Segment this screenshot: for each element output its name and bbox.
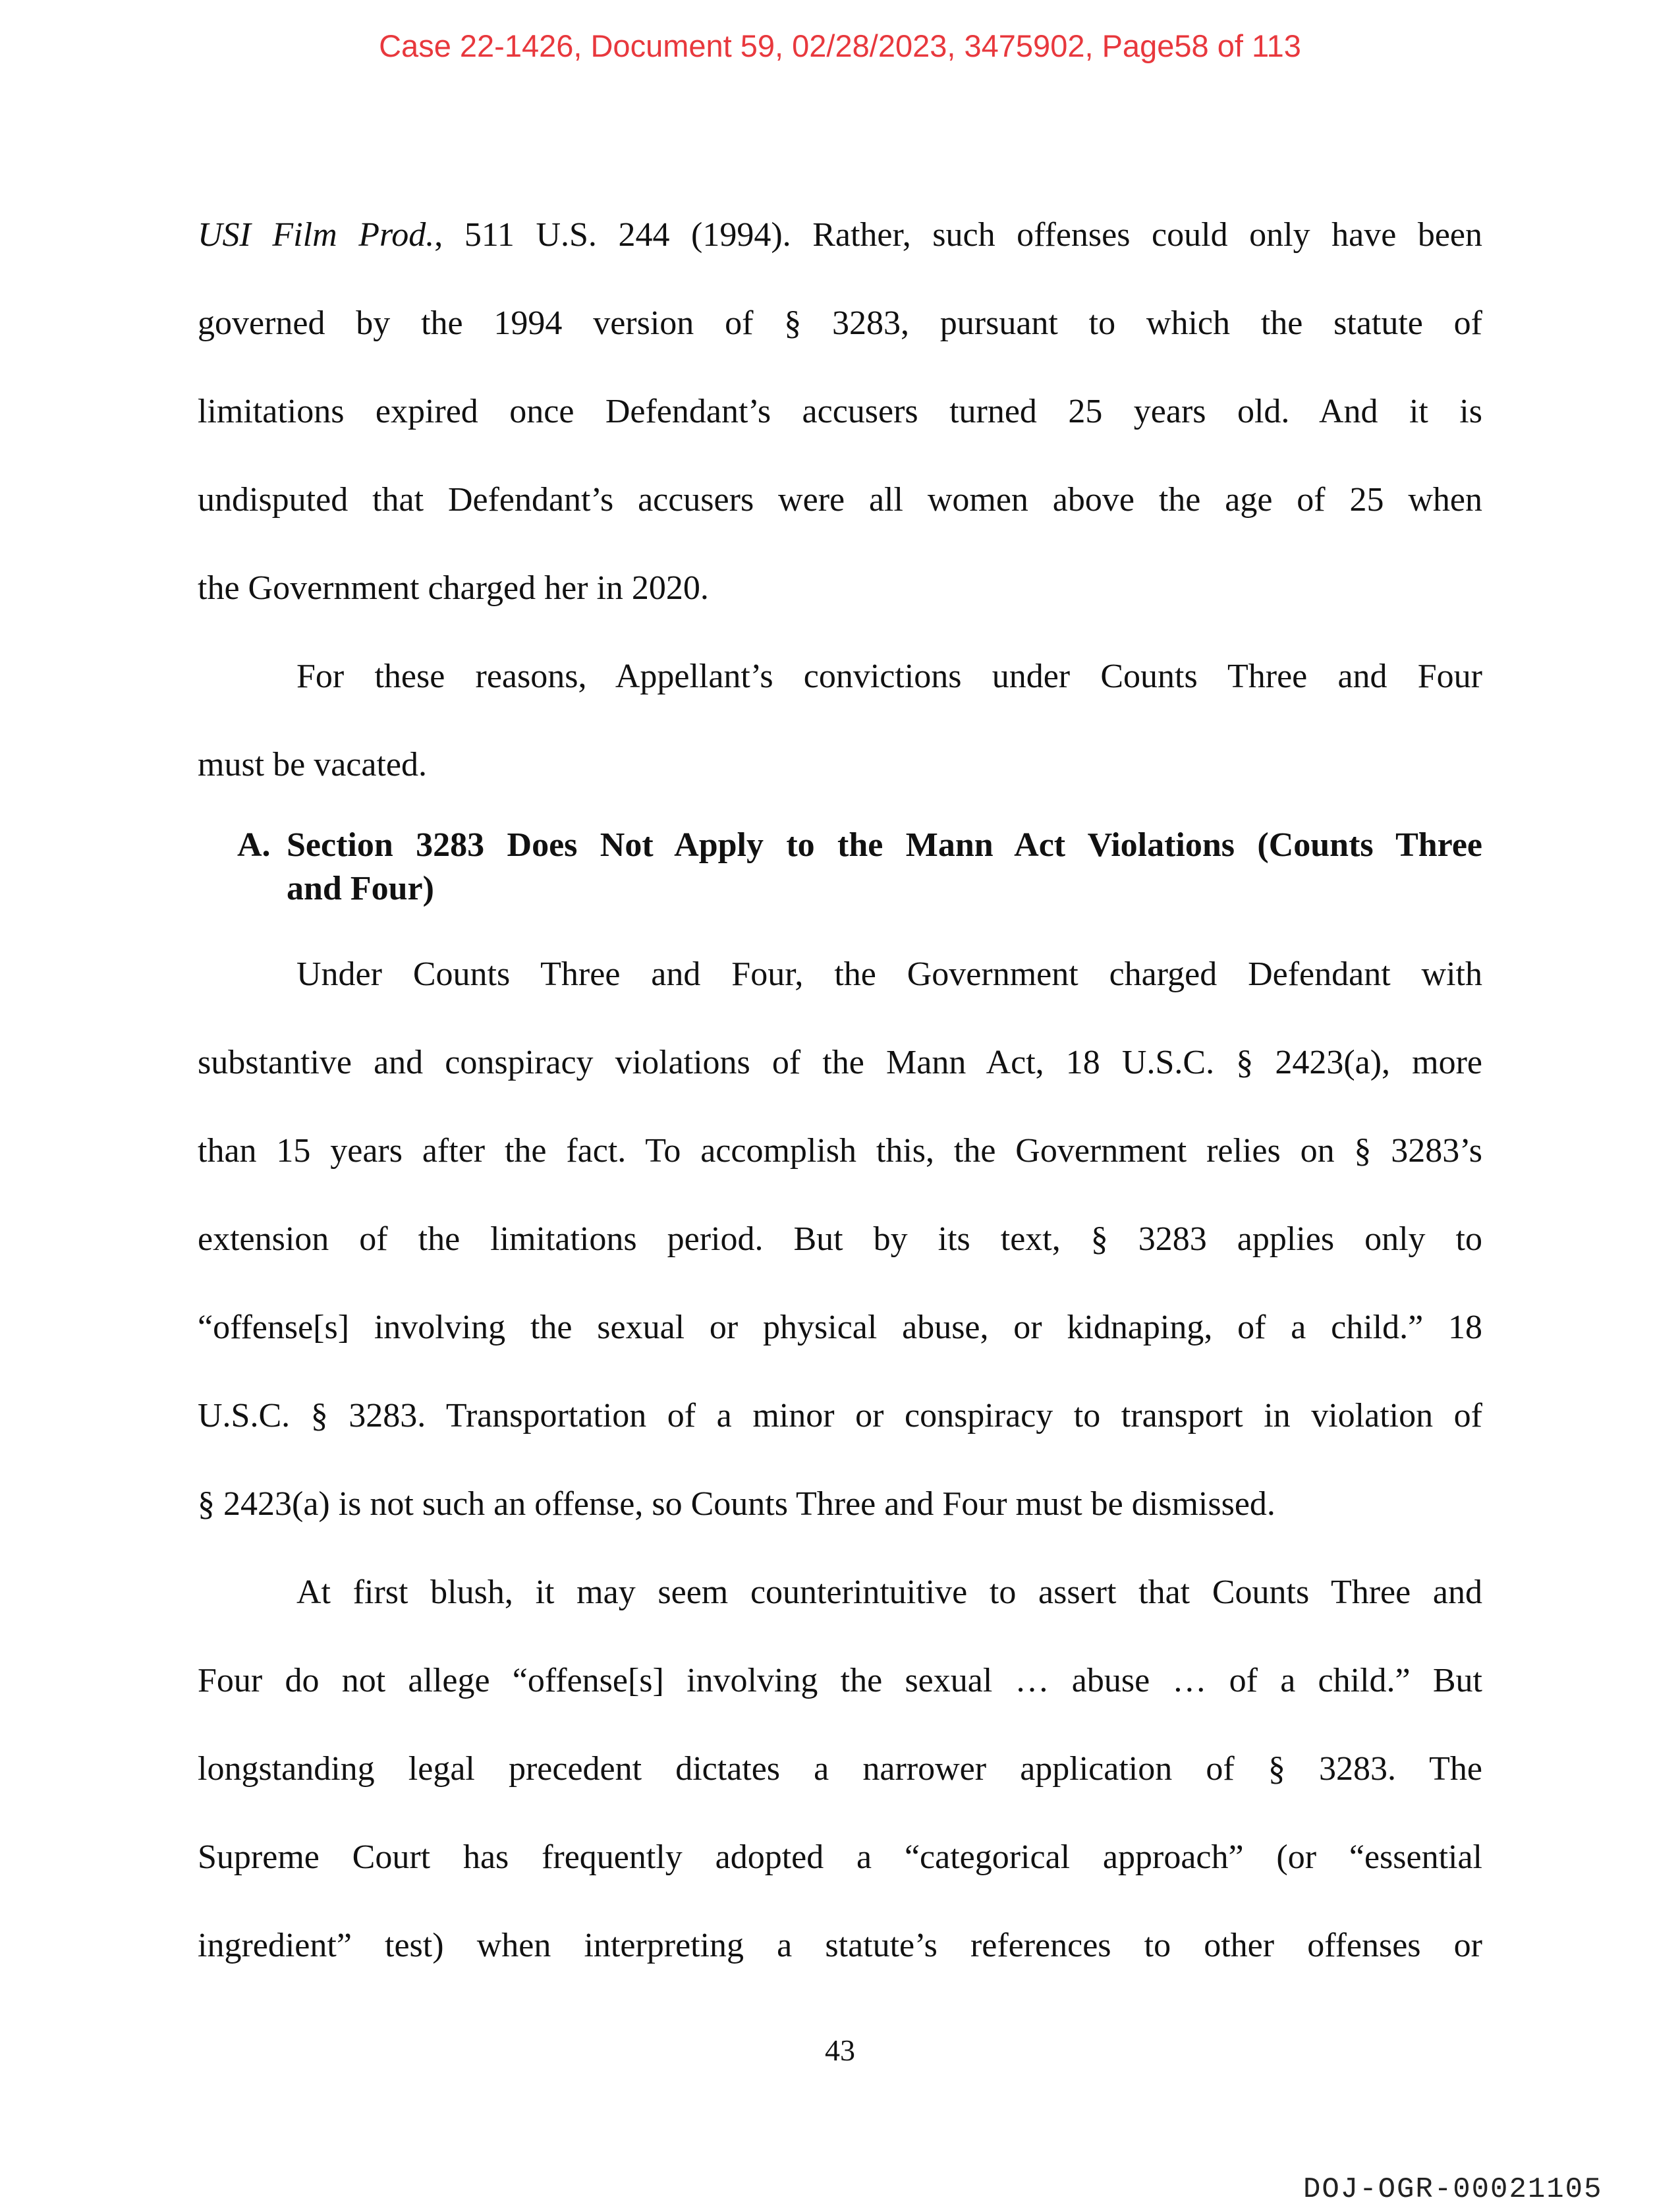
section-heading-line: and Four) xyxy=(287,870,434,907)
text-line: U.S.C. § 3283. Transportation of a minor or conspiracy to transport in violation of xyxy=(198,1397,1482,1434)
section-heading xyxy=(237,824,1482,911)
text-line: At first blush, it may seem counterintuitive to assert that Counts Three and xyxy=(296,1574,1482,1611)
case-citation-italic: USI Film Prod. xyxy=(198,216,435,254)
text-line: undisputed that Defendant’s accusers were all women above the age of 25 when xyxy=(198,481,1482,519)
case-header-stamp: Case 22-1426, Document 59, 02/28/2023, 3475902, Page58 of 113 xyxy=(379,28,1301,63)
text-line xyxy=(198,191,1482,279)
text-line: extension of the limitations period. But by its text, § 3283 applies only to xyxy=(198,1220,1482,1258)
text-line: “offense[s] involving the sexual or physical abuse, or kidnaping, of a child.” 18 xyxy=(198,1309,1482,1346)
page-number: 43 xyxy=(825,2033,855,2067)
text-span: , 511 U.S. 244 (1994). Rather, such offenses could only have been xyxy=(434,216,1482,254)
section-heading-line: Section 3283 Does Not Apply to the Mann Act Violations (Counts Three xyxy=(287,826,1482,864)
text-line: For these reasons, Appellant’s convictions under Counts Three and Four xyxy=(296,658,1482,695)
text-line: limitations expired once Defendant’s accusers turned 25 years old. And it is xyxy=(198,393,1482,430)
text-line: governed by the 1994 version of § 3283, pursuant to which the statute of xyxy=(198,304,1482,342)
paragraph-mann-act xyxy=(198,930,1482,1548)
text-line: than 15 years after the fact. To accomplish this, the Government relies on § 3283’s xyxy=(198,1132,1482,1170)
paragraph-categorical-approach xyxy=(198,1548,1482,1990)
text-line: § 2423(a) is not such an offense, so Counts Three and Four must be dismissed. xyxy=(198,1485,1275,1523)
text-line: must be vacated. xyxy=(198,746,427,783)
section-letter: A. xyxy=(237,826,271,864)
text-line: Supreme Court has frequently adopted a “categorical approach” (or “essential xyxy=(198,1838,1482,1876)
text-line: Under Counts Three and Four, the Government charged Defendant with xyxy=(296,955,1482,993)
text-line: the Government charged her in 2020. xyxy=(198,569,709,607)
text-line: substantive and conspiracy violations of the Mann Act, 18 U.S.C. § 2423(a), more xyxy=(198,1044,1482,1081)
document-body xyxy=(198,191,1482,1990)
text-line: Four do not allege “offense[s] involving the sexual … abuse … of a child.” But xyxy=(198,1662,1482,1699)
bates-number: DOJ-OGR-00021105 xyxy=(1303,2173,1603,2206)
text-line: ingredient” test) when interpreting a statute’s references to other offenses or xyxy=(198,1927,1482,1964)
section-letter-spacer xyxy=(237,867,287,911)
text-line: longstanding legal precedent dictates a narrower application of § 3283. The xyxy=(198,1750,1482,1788)
paragraph-conclusion xyxy=(198,633,1482,809)
paragraph-continuation xyxy=(198,191,1482,633)
